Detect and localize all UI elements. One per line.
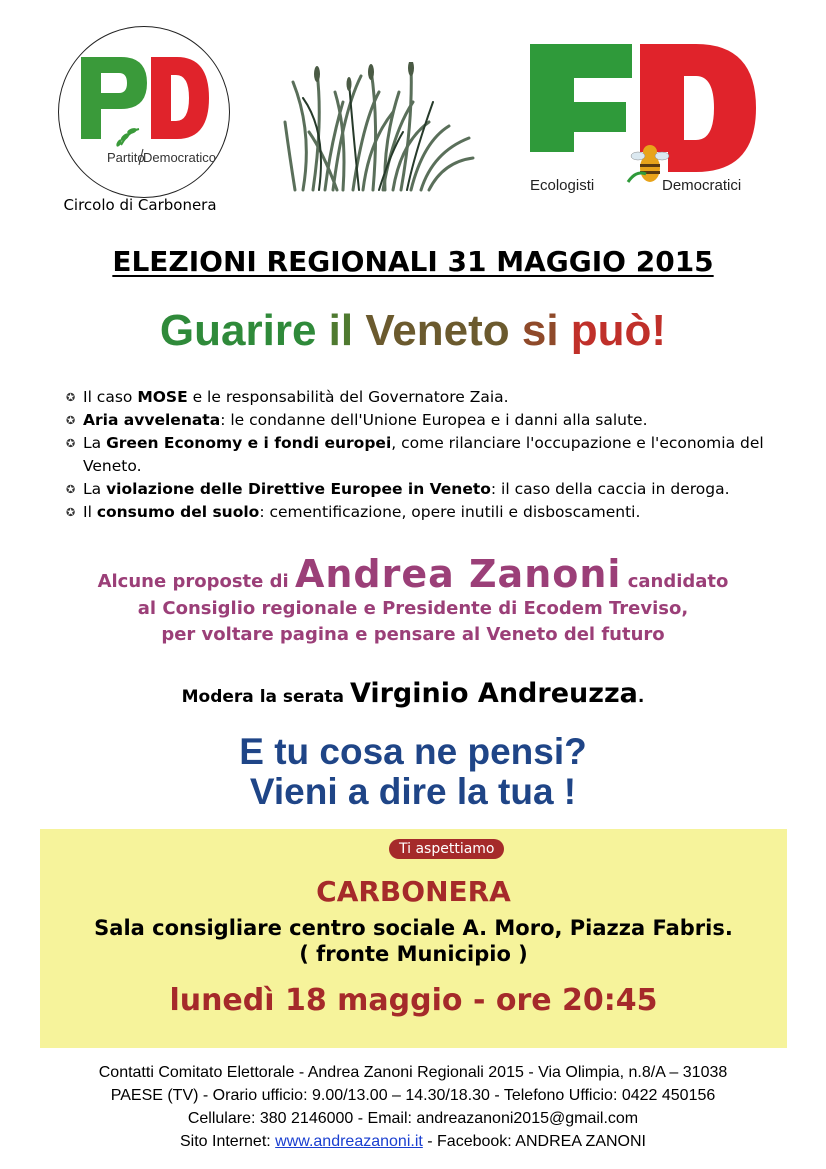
pd-caption-right: Democratico bbox=[143, 150, 216, 165]
ed-caption-right: Democratici bbox=[662, 177, 742, 194]
contacts-footer bbox=[0, 1061, 826, 1153]
slogan bbox=[0, 306, 826, 356]
contacts-line4: Sito Internet: www.andreazanoni.it - Facebook: ANDREA ZANONI bbox=[180, 1133, 646, 1150]
contacts-line2: PAESE (TV) - Orario ufficio: 9.00/13.00 – 14.30/18.30 - Telefono Ufficio: 0422 450156 bbox=[110, 1087, 716, 1104]
list-item: ✪ La violazione delle Direttive Europee in Veneto: il caso della caccia in deroga. bbox=[66, 478, 796, 501]
event-badge: Ti aspettiamo bbox=[389, 839, 504, 859]
reeds-illustration bbox=[283, 62, 479, 192]
pd-caption-left: Partito bbox=[107, 150, 145, 165]
page-title bbox=[0, 245, 826, 278]
proposal-pre: Alcune proposte di bbox=[97, 571, 295, 592]
page-title-text: ELEZIONI REGIONALI 31 MAGGIO 2015 bbox=[112, 245, 714, 278]
bullet-icon: ✪ bbox=[66, 437, 76, 450]
bullet-icon: ✪ bbox=[66, 391, 76, 404]
ed-logo bbox=[528, 40, 760, 196]
topics-list bbox=[66, 386, 796, 524]
list-item: ✪ La Green Economy e i fondi europei, come rilanciare l'occupazione e l'economia del Veneto. bbox=[66, 432, 796, 478]
slogan-word: Veneto bbox=[365, 306, 510, 355]
circle-caption: Circolo di Carbonera bbox=[63, 196, 217, 214]
slogan-word: il bbox=[328, 306, 354, 355]
proposal-line3: per voltare pagina e pensare al Veneto del futuro bbox=[161, 624, 665, 645]
event-city: CARBONERA bbox=[316, 875, 511, 908]
proposal-line2: al Consiglio regionale e Presidente di Ecodem Treviso, bbox=[137, 598, 689, 619]
pd-logo bbox=[58, 26, 230, 198]
event-place: Sala consigliare centro sociale A. Moro, Piazza Fabris. bbox=[94, 916, 733, 940]
bullet-icon: ✪ bbox=[66, 483, 76, 496]
contacts-line3: Cellulare: 380 2146000 - Email: andreazanoni2015@gmail.com bbox=[187, 1110, 639, 1127]
candidate-block bbox=[0, 552, 826, 648]
call-to-action bbox=[0, 732, 826, 812]
cta-line2: Vieni a dire la tua ! bbox=[249, 771, 577, 812]
list-item: ✪ Aria avvelenata: le condanne dell'Unione Europea e i danni alla salute. bbox=[66, 409, 796, 432]
slogan-word: Guarire bbox=[159, 306, 317, 355]
ed-caption-left: Ecologisti bbox=[530, 177, 595, 194]
moderator-name: Virginio Andreuzza bbox=[349, 678, 638, 709]
slogan-word: si bbox=[521, 306, 559, 355]
contacts-line1: Contatti Comitato Elettorale - Andrea Zanoni Regionali 2015 - Via Olimpia, n.8/A – 31038 bbox=[98, 1064, 728, 1081]
website-link[interactable]: www.andreazanoni.it bbox=[275, 1133, 423, 1150]
bullet-icon: ✪ bbox=[66, 506, 76, 519]
cta-line1: E tu cosa ne pensi? bbox=[239, 731, 587, 772]
slogan-word: può! bbox=[570, 306, 667, 355]
event-date: lunedì 18 maggio - ore 20:45 bbox=[169, 983, 658, 1018]
list-item: ✪ Il caso MOSE e le responsabilità del Governatore Zaia. bbox=[66, 386, 796, 409]
event-box bbox=[40, 829, 787, 1048]
event-note: ( fronte Municipio ) bbox=[299, 942, 528, 966]
moderator-line: Modera la serata Virginio Andreuzza. bbox=[181, 678, 645, 709]
list-item: ✪ Il consumo del suolo: cementificazione, opere inutili e disboscamenti. bbox=[66, 501, 796, 524]
candidate-name: Andrea Zanoni bbox=[294, 552, 622, 596]
proposal-post: candidato bbox=[621, 571, 729, 592]
bullet-icon: ✪ bbox=[66, 414, 76, 427]
